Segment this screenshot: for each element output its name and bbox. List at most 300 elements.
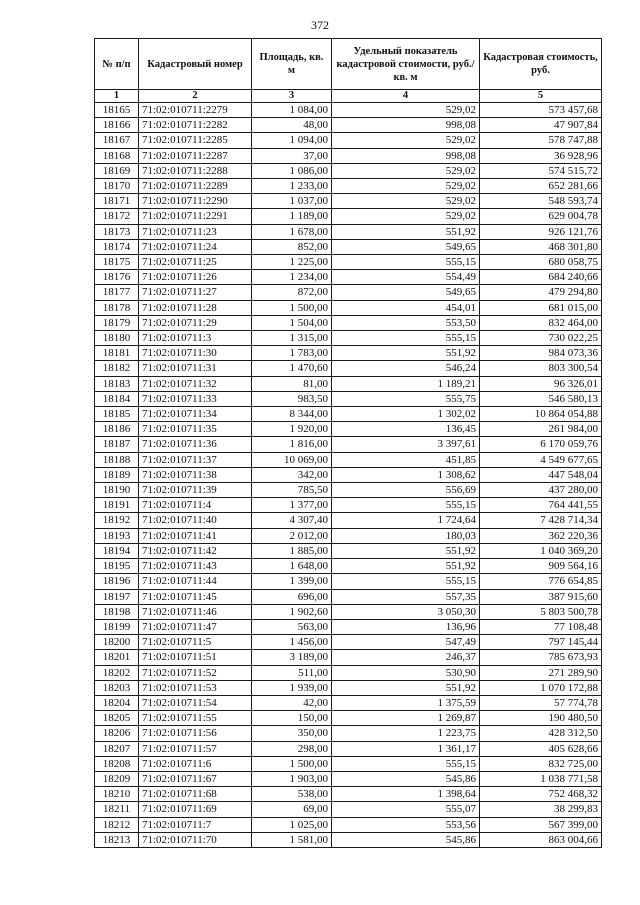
cell-specific-index: 1 375,59 [332,695,480,710]
table-row [95,832,602,847]
cell-area: 852,00 [252,239,332,254]
cell-cadastral-number: 71:02:010711:4 [139,498,252,513]
cell-specific-index: 553,56 [332,817,480,832]
cell-row-number: 18205 [95,711,139,726]
cell-cadastral-number: 71:02:010711:29 [139,315,252,330]
cell-specific-index: 1 308,62 [332,467,480,482]
cell-cadastral-value: 730 022,25 [480,331,602,346]
cell-cadastral-value: 479 294,80 [480,285,602,300]
table-row [95,285,602,300]
table-row [95,528,602,543]
cell-specific-index: 555,15 [332,498,480,513]
cell-row-number: 18177 [95,285,139,300]
cell-row-number: 18190 [95,483,139,498]
table-row [95,543,602,558]
cell-cadastral-value: 7 428 714,34 [480,513,602,528]
column-number: 3 [252,90,332,103]
page-number: 372 [311,18,329,32]
table-row [95,787,602,802]
cell-row-number: 18193 [95,528,139,543]
cell-cadastral-value: 57 774,78 [480,695,602,710]
cell-cadastral-number: 71:02:010711:7 [139,817,252,832]
cell-row-number: 18171 [95,194,139,209]
cell-specific-index: 549,65 [332,285,480,300]
table-row [95,650,602,665]
cell-row-number: 18172 [95,209,139,224]
cell-area: 1 783,00 [252,346,332,361]
cell-cadastral-value: 77 108,48 [480,619,602,634]
cell-cadastral-number: 71:02:010711:24 [139,239,252,254]
cell-specific-index: 529,02 [332,133,480,148]
cell-row-number: 18199 [95,619,139,634]
cell-specific-index: 3 050,30 [332,604,480,619]
cell-cadastral-value: 261 984,00 [480,422,602,437]
cell-cadastral-number: 71:02:010711:2289 [139,179,252,194]
cell-row-number: 18203 [95,680,139,695]
cell-specific-index: 555,15 [332,255,480,270]
cell-area: 298,00 [252,741,332,756]
cell-row-number: 18194 [95,543,139,558]
cell-area: 1 504,00 [252,315,332,330]
table-row [95,422,602,437]
table-row [95,300,602,315]
cell-specific-index: 555,15 [332,331,480,346]
cell-cadastral-number: 71:02:010711:2285 [139,133,252,148]
cell-specific-index: 551,92 [332,680,480,695]
cell-area: 1 939,00 [252,680,332,695]
cell-row-number: 18189 [95,467,139,482]
table-row [95,635,602,650]
cell-specific-index: 530,90 [332,665,480,680]
cell-cadastral-number: 71:02:010711:2279 [139,103,252,118]
cell-specific-index: 1 269,87 [332,711,480,726]
cell-specific-index: 551,92 [332,559,480,574]
cell-cadastral-value: 1 038 771,58 [480,771,602,786]
cell-cadastral-value: 681 015,00 [480,300,602,315]
cell-cadastral-number: 71:02:010711:47 [139,619,252,634]
cell-cadastral-value: 6 170 059,76 [480,437,602,452]
cell-area: 1 500,00 [252,300,332,315]
cell-specific-index: 1 302,02 [332,407,480,422]
cell-specific-index: 529,02 [332,179,480,194]
cell-cadastral-number: 71:02:010711:56 [139,726,252,741]
table-row [95,619,602,634]
cell-cadastral-number: 71:02:010711:70 [139,832,252,847]
cell-area: 1 885,00 [252,543,332,558]
table-row [95,194,602,209]
cell-cadastral-number: 71:02:010711:25 [139,255,252,270]
cell-cadastral-number: 71:02:010711:30 [139,346,252,361]
cell-row-number: 18173 [95,224,139,239]
cell-specific-index: 553,50 [332,315,480,330]
cell-specific-index: 529,02 [332,163,480,178]
cell-row-number: 18195 [95,559,139,574]
cell-cadastral-number: 71:02:010711:67 [139,771,252,786]
cell-area: 8 344,00 [252,407,332,422]
cell-area: 983,50 [252,391,332,406]
cell-row-number: 18169 [95,163,139,178]
cell-cadastral-value: 405 628,66 [480,741,602,756]
cell-cadastral-value: 567 399,00 [480,817,602,832]
cell-specific-index: 998,08 [332,118,480,133]
table-row [95,513,602,528]
cell-area: 696,00 [252,589,332,604]
cell-row-number: 18206 [95,726,139,741]
table-body [95,103,602,848]
table-row [95,756,602,771]
cell-cadastral-value: 785 673,93 [480,650,602,665]
cell-cadastral-value: 96 326,01 [480,376,602,391]
cell-specific-index: 529,02 [332,209,480,224]
table-row [95,817,602,832]
cell-area: 42,00 [252,695,332,710]
cell-cadastral-number: 71:02:010711:46 [139,604,252,619]
cell-cadastral-value: 832 725,00 [480,756,602,771]
cell-cadastral-number: 71:02:010711:43 [139,559,252,574]
cell-cadastral-value: 362 220,36 [480,528,602,543]
cell-cadastral-number: 71:02:010711:23 [139,224,252,239]
cell-cadastral-value: 447 548,04 [480,467,602,482]
cell-specific-index: 545,86 [332,771,480,786]
cell-area: 150,00 [252,711,332,726]
table-row [95,376,602,391]
cell-cadastral-number: 71:02:010711:36 [139,437,252,452]
cell-area: 1 470,60 [252,361,332,376]
cell-area: 1 399,00 [252,574,332,589]
cell-area: 1 816,00 [252,437,332,452]
cell-area: 342,00 [252,467,332,482]
cell-cadastral-value: 190 480,50 [480,711,602,726]
cell-cadastral-value: 578 747,88 [480,133,602,148]
cell-cadastral-value: 1 070 172,88 [480,680,602,695]
cell-cadastral-number: 71:02:010711:38 [139,467,252,482]
cell-cadastral-value: 574 515,72 [480,163,602,178]
cell-area: 1 500,00 [252,756,332,771]
cell-cadastral-value: 776 654,85 [480,574,602,589]
cell-cadastral-number: 71:02:010711:26 [139,270,252,285]
cell-cadastral-value: 47 907,84 [480,118,602,133]
cell-area: 1 581,00 [252,832,332,847]
cell-cadastral-value: 5 803 500,78 [480,604,602,619]
header-specific-index: Удельный показатель кадастровой стоимости, руб./кв. м [332,39,480,90]
cell-cadastral-value: 573 457,68 [480,103,602,118]
cell-cadastral-value: 4 549 677,65 [480,452,602,467]
cell-row-number: 18179 [95,315,139,330]
cell-area: 1 678,00 [252,224,332,239]
table-row [95,695,602,710]
cell-row-number: 18209 [95,771,139,786]
cell-specific-index: 529,02 [332,194,480,209]
cell-area: 563,00 [252,619,332,634]
cell-cadastral-number: 71:02:010711:34 [139,407,252,422]
cell-row-number: 18197 [95,589,139,604]
cell-area: 511,00 [252,665,332,680]
cell-cadastral-value: 832 464,00 [480,315,602,330]
cell-cadastral-number: 71:02:010711:6 [139,756,252,771]
table-row [95,118,602,133]
cell-specific-index: 546,24 [332,361,480,376]
cell-area: 785,50 [252,483,332,498]
cell-cadastral-number: 71:02:010711:2282 [139,118,252,133]
cell-cadastral-number: 71:02:010711:32 [139,376,252,391]
cell-row-number: 18167 [95,133,139,148]
header-row-number: № п/п [95,39,139,90]
cell-cadastral-number: 71:02:010711:45 [139,589,252,604]
cell-cadastral-value: 428 312,50 [480,726,602,741]
cell-cadastral-value: 38 299,83 [480,802,602,817]
column-number: 1 [95,90,139,103]
cell-specific-index: 180,03 [332,528,480,543]
cell-row-number: 18207 [95,741,139,756]
table-row [95,239,602,254]
cell-specific-index: 1 223,75 [332,726,480,741]
cell-cadastral-number: 71:02:010711:69 [139,802,252,817]
cell-specific-index: 555,15 [332,756,480,771]
cell-specific-index: 551,92 [332,224,480,239]
cell-row-number: 18210 [95,787,139,802]
cell-area: 1 189,00 [252,209,332,224]
cell-area: 48,00 [252,118,332,133]
cell-specific-index: 1 361,17 [332,741,480,756]
cell-cadastral-number: 71:02:010711:5 [139,635,252,650]
cell-area: 1 903,00 [252,771,332,786]
cell-specific-index: 551,92 [332,543,480,558]
cell-specific-index: 1 189,21 [332,376,480,391]
cell-area: 1 084,00 [252,103,332,118]
cell-row-number: 18188 [95,452,139,467]
table-row [95,407,602,422]
cell-row-number: 18201 [95,650,139,665]
cell-area: 2 012,00 [252,528,332,543]
cell-area: 1 315,00 [252,331,332,346]
cell-area: 538,00 [252,787,332,802]
cell-row-number: 18181 [95,346,139,361]
table-row [95,711,602,726]
table-row [95,437,602,452]
cell-cadastral-number: 71:02:010711:55 [139,711,252,726]
cell-area: 1 233,00 [252,179,332,194]
cell-specific-index: 1 724,64 [332,513,480,528]
cell-area: 69,00 [252,802,332,817]
table-row [95,589,602,604]
column-number: 2 [139,90,252,103]
cell-row-number: 18187 [95,437,139,452]
cell-row-number: 18178 [95,300,139,315]
cell-cadastral-number: 71:02:010711:33 [139,391,252,406]
cell-cadastral-number: 71:02:010711:42 [139,543,252,558]
cell-cadastral-number: 71:02:010711:54 [139,695,252,710]
table-row [95,391,602,406]
cell-cadastral-number: 71:02:010711:2291 [139,209,252,224]
cell-cadastral-value: 926 121,76 [480,224,602,239]
cell-specific-index: 136,45 [332,422,480,437]
cell-cadastral-number: 71:02:010711:51 [139,650,252,665]
cell-row-number: 18166 [95,118,139,133]
cell-area: 1 025,00 [252,817,332,832]
cell-cadastral-number: 71:02:010711:57 [139,741,252,756]
cell-row-number: 18186 [95,422,139,437]
table-row [95,361,602,376]
cell-specific-index: 549,65 [332,239,480,254]
header-row [95,39,602,90]
cell-row-number: 18198 [95,604,139,619]
cell-row-number: 18212 [95,817,139,832]
cell-cadastral-value: 36 928,96 [480,148,602,163]
table-row [95,346,602,361]
cell-cadastral-number: 71:02:010711:3 [139,331,252,346]
cell-cadastral-value: 797 145,44 [480,635,602,650]
cell-row-number: 18184 [95,391,139,406]
table-row [95,604,602,619]
table-row [95,559,602,574]
table-row [95,255,602,270]
cell-row-number: 18200 [95,635,139,650]
table-row [95,574,602,589]
table-row [95,665,602,680]
cell-cadastral-value: 680 058,75 [480,255,602,270]
table-row [95,452,602,467]
table-row [95,133,602,148]
table-row [95,270,602,285]
cell-cadastral-number: 71:02:010711:68 [139,787,252,802]
table-row [95,483,602,498]
table-row [95,802,602,817]
cell-row-number: 18196 [95,574,139,589]
table-row [95,103,602,118]
cell-area: 1 225,00 [252,255,332,270]
header-cadastral-number: Кадастровый номер [139,39,252,90]
cell-specific-index: 551,92 [332,346,480,361]
table-row [95,179,602,194]
cell-cadastral-number: 71:02:010711:37 [139,452,252,467]
cell-area: 1 037,00 [252,194,332,209]
cell-specific-index: 555,07 [332,802,480,817]
cell-row-number: 18192 [95,513,139,528]
cell-cadastral-value: 684 240,66 [480,270,602,285]
cell-specific-index: 246,37 [332,650,480,665]
cell-specific-index: 451,85 [332,452,480,467]
cadastral-value-table [94,38,602,848]
cell-cadastral-number: 71:02:010711:41 [139,528,252,543]
cell-area: 10 069,00 [252,452,332,467]
cell-cadastral-value: 863 004,66 [480,832,602,847]
table-row [95,771,602,786]
column-number-row [95,90,602,103]
cell-cadastral-number: 71:02:010711:2287 [139,148,252,163]
cell-row-number: 18185 [95,407,139,422]
table-row [95,148,602,163]
cell-area: 350,00 [252,726,332,741]
cell-area: 81,00 [252,376,332,391]
table-row [95,163,602,178]
cell-row-number: 18175 [95,255,139,270]
cell-cadastral-value: 546 580,13 [480,391,602,406]
cell-cadastral-number: 71:02:010711:2290 [139,194,252,209]
cell-specific-index: 1 398,64 [332,787,480,802]
cell-cadastral-number: 71:02:010711:52 [139,665,252,680]
cell-cadastral-number: 71:02:010711:28 [139,300,252,315]
cell-cadastral-value: 271 289,90 [480,665,602,680]
header-area: Площадь, кв. м [252,39,332,90]
table-row [95,224,602,239]
cell-cadastral-value: 984 073,36 [480,346,602,361]
cell-specific-index: 547,49 [332,635,480,650]
table-row [95,498,602,513]
cell-cadastral-value: 764 441,55 [480,498,602,513]
cell-area: 1 456,00 [252,635,332,650]
table-row [95,315,602,330]
table-row [95,209,602,224]
cell-area: 1 234,00 [252,270,332,285]
cell-row-number: 18202 [95,665,139,680]
cell-specific-index: 3 397,61 [332,437,480,452]
cell-cadastral-number: 71:02:010711:27 [139,285,252,300]
cell-cadastral-value: 909 564,16 [480,559,602,574]
cell-cadastral-value: 10 864 054,88 [480,407,602,422]
cell-specific-index: 998,08 [332,148,480,163]
cell-row-number: 18165 [95,103,139,118]
cell-row-number: 18168 [95,148,139,163]
cell-cadastral-number: 71:02:010711:31 [139,361,252,376]
cell-specific-index: 554,49 [332,270,480,285]
cell-area: 1 377,00 [252,498,332,513]
cell-cadastral-number: 71:02:010711:35 [139,422,252,437]
cell-area: 1 086,00 [252,163,332,178]
header-cadastral-value: Кадастровая стоимость, руб. [480,39,602,90]
cell-area: 1 648,00 [252,559,332,574]
cell-specific-index: 555,75 [332,391,480,406]
cell-specific-index: 136,96 [332,619,480,634]
cell-area: 4 307,40 [252,513,332,528]
cell-row-number: 18191 [95,498,139,513]
table-row [95,467,602,482]
cell-row-number: 18182 [95,361,139,376]
cell-cadastral-number: 71:02:010711:2288 [139,163,252,178]
table-row [95,331,602,346]
cell-cadastral-number: 71:02:010711:44 [139,574,252,589]
table-row [95,680,602,695]
cell-row-number: 18204 [95,695,139,710]
cell-specific-index: 454,01 [332,300,480,315]
cell-cadastral-number: 71:02:010711:53 [139,680,252,695]
cell-specific-index: 557,35 [332,589,480,604]
cell-specific-index: 555,15 [332,574,480,589]
cell-area: 37,00 [252,148,332,163]
column-number: 5 [480,90,602,103]
cell-specific-index: 545,86 [332,832,480,847]
cell-cadastral-value: 387 915,60 [480,589,602,604]
cell-cadastral-value: 548 593,74 [480,194,602,209]
cell-specific-index: 556,69 [332,483,480,498]
cell-cadastral-number: 71:02:010711:40 [139,513,252,528]
cell-cadastral-number: 71:02:010711:39 [139,483,252,498]
cell-area: 1 094,00 [252,133,332,148]
cell-row-number: 18180 [95,331,139,346]
table-row [95,741,602,756]
cell-row-number: 18170 [95,179,139,194]
table-row [95,726,602,741]
cell-cadastral-value: 629 004,78 [480,209,602,224]
cell-row-number: 18211 [95,802,139,817]
column-number: 4 [332,90,480,103]
cell-row-number: 18183 [95,376,139,391]
cell-cadastral-value: 752 468,32 [480,787,602,802]
cell-cadastral-value: 803 300,54 [480,361,602,376]
cell-area: 1 920,00 [252,422,332,437]
cell-row-number: 18208 [95,756,139,771]
cell-area: 872,00 [252,285,332,300]
cell-row-number: 18174 [95,239,139,254]
